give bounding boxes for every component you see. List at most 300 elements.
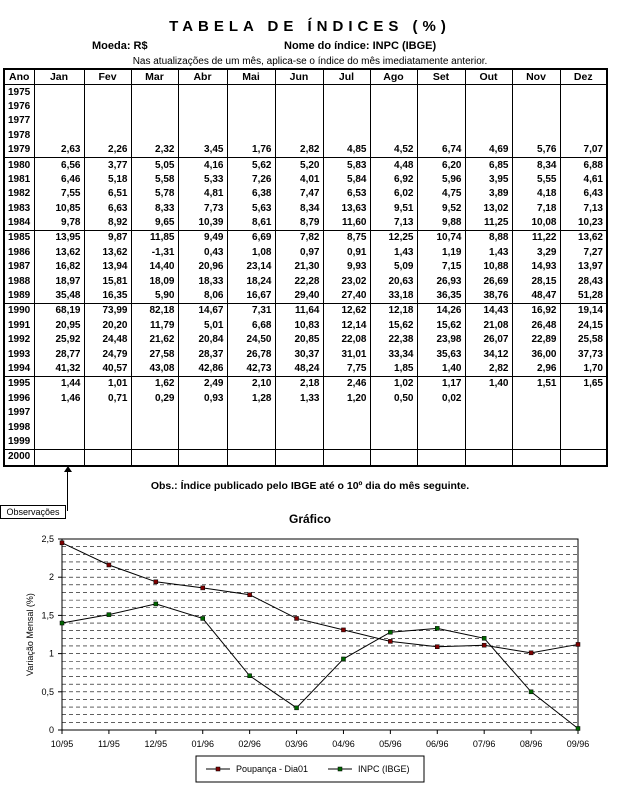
value-cell[interactable] bbox=[131, 85, 178, 100]
value-cell[interactable] bbox=[370, 100, 417, 114]
value-cell[interactable] bbox=[370, 450, 417, 466]
value-cell[interactable] bbox=[84, 100, 131, 114]
value-cell[interactable]: 1,28 bbox=[227, 392, 275, 406]
value-cell[interactable]: 8,33 bbox=[131, 202, 178, 216]
value-cell[interactable]: 23,02 bbox=[323, 274, 370, 288]
year-cell[interactable]: 1983 bbox=[4, 202, 34, 216]
value-cell[interactable]: 82,18 bbox=[131, 304, 178, 319]
value-cell[interactable]: 41,32 bbox=[34, 362, 84, 377]
value-cell[interactable] bbox=[417, 435, 465, 450]
value-cell[interactable]: 23,14 bbox=[227, 260, 275, 274]
value-cell[interactable]: 30,37 bbox=[275, 347, 323, 361]
value-cell[interactable] bbox=[417, 85, 465, 100]
value-cell[interactable] bbox=[34, 85, 84, 100]
value-cell[interactable]: 6,38 bbox=[227, 187, 275, 201]
value-cell[interactable]: 24,50 bbox=[227, 333, 275, 347]
value-cell[interactable]: 13,62 bbox=[560, 231, 607, 246]
value-cell[interactable] bbox=[323, 100, 370, 114]
value-cell[interactable] bbox=[465, 129, 512, 143]
value-cell[interactable] bbox=[465, 392, 512, 406]
value-cell[interactable]: 1,62 bbox=[131, 377, 178, 392]
value-cell[interactable]: 37,73 bbox=[560, 347, 607, 361]
value-cell[interactable]: 20,95 bbox=[34, 319, 84, 333]
value-cell[interactable]: 1,65 bbox=[560, 377, 607, 392]
value-cell[interactable]: 8,79 bbox=[275, 216, 323, 231]
value-cell[interactable]: 22,08 bbox=[323, 333, 370, 347]
value-cell[interactable] bbox=[84, 420, 131, 434]
value-cell[interactable]: 18,24 bbox=[227, 274, 275, 288]
value-cell[interactable]: 15,62 bbox=[370, 319, 417, 333]
value-cell[interactable]: 1,17 bbox=[417, 377, 465, 392]
value-cell[interactable]: 12,14 bbox=[323, 319, 370, 333]
value-cell[interactable]: 9,87 bbox=[84, 231, 131, 246]
value-cell[interactable]: 6,56 bbox=[34, 158, 84, 173]
value-cell[interactable]: 1,43 bbox=[465, 246, 512, 260]
value-cell[interactable]: 28,15 bbox=[512, 274, 560, 288]
value-cell[interactable]: 4,01 bbox=[275, 173, 323, 187]
value-cell[interactable] bbox=[512, 85, 560, 100]
value-cell[interactable]: 0,97 bbox=[275, 246, 323, 260]
value-cell[interactable] bbox=[560, 392, 607, 406]
value-cell[interactable] bbox=[275, 85, 323, 100]
value-cell[interactable] bbox=[465, 435, 512, 450]
value-cell[interactable]: 9,49 bbox=[178, 231, 227, 246]
value-cell[interactable]: 18,09 bbox=[131, 274, 178, 288]
value-cell[interactable]: 20,63 bbox=[370, 274, 417, 288]
value-cell[interactable] bbox=[227, 435, 275, 450]
value-cell[interactable]: 1,51 bbox=[512, 377, 560, 392]
value-cell[interactable] bbox=[178, 435, 227, 450]
value-cell[interactable]: 7,15 bbox=[417, 260, 465, 274]
value-cell[interactable] bbox=[84, 435, 131, 450]
value-cell[interactable]: 7,55 bbox=[34, 187, 84, 201]
value-cell[interactable] bbox=[84, 129, 131, 143]
value-cell[interactable]: 1,85 bbox=[370, 362, 417, 377]
value-cell[interactable]: 26,48 bbox=[512, 319, 560, 333]
value-cell[interactable]: 2,32 bbox=[131, 143, 178, 158]
value-cell[interactable]: 9,51 bbox=[370, 202, 417, 216]
value-cell[interactable] bbox=[275, 450, 323, 466]
value-cell[interactable]: 2,46 bbox=[323, 377, 370, 392]
value-cell[interactable] bbox=[465, 114, 512, 128]
value-cell[interactable]: 9,65 bbox=[131, 216, 178, 231]
value-cell[interactable]: 14,43 bbox=[465, 304, 512, 319]
value-cell[interactable] bbox=[560, 100, 607, 114]
year-cell[interactable]: 1995 bbox=[4, 377, 34, 392]
value-cell[interactable]: 26,78 bbox=[227, 347, 275, 361]
value-cell[interactable]: 13,94 bbox=[84, 260, 131, 274]
value-cell[interactable] bbox=[84, 450, 131, 466]
value-cell[interactable]: 33,34 bbox=[370, 347, 417, 361]
value-cell[interactable]: 5,96 bbox=[417, 173, 465, 187]
value-cell[interactable]: 5,76 bbox=[512, 143, 560, 158]
value-cell[interactable]: 3,45 bbox=[178, 143, 227, 158]
value-cell[interactable]: 2,10 bbox=[227, 377, 275, 392]
value-cell[interactable]: 10,85 bbox=[34, 202, 84, 216]
value-cell[interactable]: 12,62 bbox=[323, 304, 370, 319]
value-cell[interactable]: 26,93 bbox=[417, 274, 465, 288]
value-cell[interactable]: 48,47 bbox=[512, 289, 560, 304]
value-cell[interactable] bbox=[512, 129, 560, 143]
value-cell[interactable] bbox=[131, 406, 178, 420]
value-cell[interactable]: 33,18 bbox=[370, 289, 417, 304]
value-cell[interactable]: 3,95 bbox=[465, 173, 512, 187]
value-cell[interactable]: 16,67 bbox=[227, 289, 275, 304]
value-cell[interactable]: 5,84 bbox=[323, 173, 370, 187]
value-cell[interactable] bbox=[34, 406, 84, 420]
year-cell[interactable]: 1991 bbox=[4, 319, 34, 333]
value-cell[interactable] bbox=[560, 129, 607, 143]
value-cell[interactable]: 21,62 bbox=[131, 333, 178, 347]
value-cell[interactable]: 1,70 bbox=[560, 362, 607, 377]
value-cell[interactable] bbox=[512, 450, 560, 466]
value-cell[interactable] bbox=[465, 420, 512, 434]
value-cell[interactable]: 7,31 bbox=[227, 304, 275, 319]
value-cell[interactable]: 4,85 bbox=[323, 143, 370, 158]
value-cell[interactable] bbox=[512, 435, 560, 450]
value-cell[interactable] bbox=[275, 129, 323, 143]
value-cell[interactable] bbox=[178, 129, 227, 143]
value-cell[interactable]: 7,13 bbox=[560, 202, 607, 216]
value-cell[interactable] bbox=[370, 406, 417, 420]
value-cell[interactable] bbox=[512, 100, 560, 114]
value-cell[interactable]: 4,61 bbox=[560, 173, 607, 187]
value-cell[interactable]: -1,31 bbox=[131, 246, 178, 260]
value-cell[interactable]: 3,29 bbox=[512, 246, 560, 260]
value-cell[interactable]: 1,08 bbox=[227, 246, 275, 260]
value-cell[interactable]: 2,82 bbox=[275, 143, 323, 158]
value-cell[interactable]: 7,47 bbox=[275, 187, 323, 201]
value-cell[interactable]: 15,81 bbox=[84, 274, 131, 288]
value-cell[interactable]: 14,26 bbox=[417, 304, 465, 319]
value-cell[interactable]: 1,43 bbox=[370, 246, 417, 260]
value-cell[interactable]: 13,97 bbox=[560, 260, 607, 274]
value-cell[interactable]: 9,88 bbox=[417, 216, 465, 231]
year-cell[interactable]: 1990 bbox=[4, 304, 34, 319]
year-cell[interactable]: 1975 bbox=[4, 85, 34, 100]
value-cell[interactable]: 5,90 bbox=[131, 289, 178, 304]
value-cell[interactable]: 22,28 bbox=[275, 274, 323, 288]
value-cell[interactable]: 10,74 bbox=[417, 231, 465, 246]
value-cell[interactable]: 10,83 bbox=[275, 319, 323, 333]
value-cell[interactable] bbox=[512, 420, 560, 434]
value-cell[interactable]: 21,08 bbox=[465, 319, 512, 333]
value-cell[interactable]: 2,18 bbox=[275, 377, 323, 392]
value-cell[interactable]: 14,40 bbox=[131, 260, 178, 274]
value-cell[interactable]: 9,78 bbox=[34, 216, 84, 231]
value-cell[interactable]: 23,98 bbox=[417, 333, 465, 347]
value-cell[interactable] bbox=[417, 114, 465, 128]
value-cell[interactable] bbox=[34, 450, 84, 466]
value-cell[interactable]: 6,68 bbox=[227, 319, 275, 333]
year-cell[interactable]: 1994 bbox=[4, 362, 34, 377]
value-cell[interactable] bbox=[227, 450, 275, 466]
value-cell[interactable]: 5,05 bbox=[131, 158, 178, 173]
value-cell[interactable] bbox=[465, 100, 512, 114]
year-cell[interactable]: 1985 bbox=[4, 231, 34, 246]
value-cell[interactable]: 20,85 bbox=[275, 333, 323, 347]
value-cell[interactable] bbox=[84, 85, 131, 100]
value-cell[interactable]: 43,08 bbox=[131, 362, 178, 377]
value-cell[interactable]: 27,58 bbox=[131, 347, 178, 361]
value-cell[interactable] bbox=[560, 450, 607, 466]
value-cell[interactable]: 6,46 bbox=[34, 173, 84, 187]
value-cell[interactable] bbox=[227, 100, 275, 114]
value-cell[interactable]: 2,82 bbox=[465, 362, 512, 377]
year-cell[interactable]: 1977 bbox=[4, 114, 34, 128]
value-cell[interactable]: 8,06 bbox=[178, 289, 227, 304]
value-cell[interactable]: 40,57 bbox=[84, 362, 131, 377]
value-cell[interactable]: 12,25 bbox=[370, 231, 417, 246]
value-cell[interactable]: 26,07 bbox=[465, 333, 512, 347]
value-cell[interactable]: 15,62 bbox=[417, 319, 465, 333]
value-cell[interactable]: 4,16 bbox=[178, 158, 227, 173]
value-cell[interactable] bbox=[465, 450, 512, 466]
value-cell[interactable]: 5,62 bbox=[227, 158, 275, 173]
value-cell[interactable]: 7,82 bbox=[275, 231, 323, 246]
value-cell[interactable]: 4,52 bbox=[370, 143, 417, 158]
value-cell[interactable]: 9,52 bbox=[417, 202, 465, 216]
value-cell[interactable]: 6,69 bbox=[227, 231, 275, 246]
value-cell[interactable]: 1,01 bbox=[84, 377, 131, 392]
value-cell[interactable] bbox=[131, 100, 178, 114]
value-cell[interactable]: 11,85 bbox=[131, 231, 178, 246]
value-cell[interactable]: 8,61 bbox=[227, 216, 275, 231]
year-cell[interactable]: 1993 bbox=[4, 347, 34, 361]
value-cell[interactable]: 0,50 bbox=[370, 392, 417, 406]
value-cell[interactable]: 8,34 bbox=[275, 202, 323, 216]
value-cell[interactable]: 5,20 bbox=[275, 158, 323, 173]
value-cell[interactable]: 35,48 bbox=[34, 289, 84, 304]
value-cell[interactable]: 4,48 bbox=[370, 158, 417, 173]
value-cell[interactable]: 9,93 bbox=[323, 260, 370, 274]
value-cell[interactable]: 5,55 bbox=[512, 173, 560, 187]
value-cell[interactable]: 13,63 bbox=[323, 202, 370, 216]
value-cell[interactable]: 6,92 bbox=[370, 173, 417, 187]
value-cell[interactable] bbox=[323, 129, 370, 143]
value-cell[interactable] bbox=[560, 114, 607, 128]
value-cell[interactable] bbox=[370, 129, 417, 143]
value-cell[interactable]: 0,91 bbox=[323, 246, 370, 260]
value-cell[interactable]: 18,33 bbox=[178, 274, 227, 288]
value-cell[interactable]: 5,78 bbox=[131, 187, 178, 201]
year-cell[interactable]: 1984 bbox=[4, 216, 34, 231]
value-cell[interactable]: 1,02 bbox=[370, 377, 417, 392]
value-cell[interactable]: 4,81 bbox=[178, 187, 227, 201]
value-cell[interactable]: 0,71 bbox=[84, 392, 131, 406]
value-cell[interactable]: 28,43 bbox=[560, 274, 607, 288]
value-cell[interactable] bbox=[34, 100, 84, 114]
value-cell[interactable] bbox=[465, 85, 512, 100]
value-cell[interactable] bbox=[323, 420, 370, 434]
value-cell[interactable]: 18,97 bbox=[34, 274, 84, 288]
value-cell[interactable]: 22,89 bbox=[512, 333, 560, 347]
value-cell[interactable] bbox=[417, 406, 465, 420]
value-cell[interactable]: 13,95 bbox=[34, 231, 84, 246]
value-cell[interactable]: 0,93 bbox=[178, 392, 227, 406]
value-cell[interactable]: 6,85 bbox=[465, 158, 512, 173]
value-cell[interactable] bbox=[417, 100, 465, 114]
value-cell[interactable]: 35,63 bbox=[417, 347, 465, 361]
value-cell[interactable] bbox=[178, 450, 227, 466]
value-cell[interactable]: 6,88 bbox=[560, 158, 607, 173]
value-cell[interactable]: 25,92 bbox=[34, 333, 84, 347]
value-cell[interactable]: 24,79 bbox=[84, 347, 131, 361]
value-cell[interactable] bbox=[512, 406, 560, 420]
value-cell[interactable]: 25,58 bbox=[560, 333, 607, 347]
value-cell[interactable] bbox=[323, 85, 370, 100]
value-cell[interactable]: 4,75 bbox=[417, 187, 465, 201]
value-cell[interactable]: 2,96 bbox=[512, 362, 560, 377]
value-cell[interactable]: 0,43 bbox=[178, 246, 227, 260]
value-cell[interactable]: 5,18 bbox=[84, 173, 131, 187]
value-cell[interactable] bbox=[323, 114, 370, 128]
year-cell[interactable]: 1996 bbox=[4, 392, 34, 406]
year-cell[interactable]: 1997 bbox=[4, 406, 34, 420]
value-cell[interactable] bbox=[275, 406, 323, 420]
value-cell[interactable] bbox=[560, 406, 607, 420]
value-cell[interactable]: 20,96 bbox=[178, 260, 227, 274]
value-cell[interactable]: 1,40 bbox=[417, 362, 465, 377]
value-cell[interactable]: 24,15 bbox=[560, 319, 607, 333]
year-cell[interactable]: 1988 bbox=[4, 274, 34, 288]
value-cell[interactable] bbox=[131, 114, 178, 128]
value-cell[interactable] bbox=[178, 85, 227, 100]
value-cell[interactable]: 0,02 bbox=[417, 392, 465, 406]
value-cell[interactable]: 20,20 bbox=[84, 319, 131, 333]
value-cell[interactable] bbox=[370, 420, 417, 434]
value-cell[interactable]: 29,40 bbox=[275, 289, 323, 304]
value-cell[interactable]: 5,33 bbox=[178, 173, 227, 187]
value-cell[interactable]: 13,62 bbox=[34, 246, 84, 260]
observations-button[interactable]: Observações bbox=[0, 505, 66, 519]
value-cell[interactable]: 7,75 bbox=[323, 362, 370, 377]
value-cell[interactable]: 7,73 bbox=[178, 202, 227, 216]
value-cell[interactable] bbox=[370, 435, 417, 450]
value-cell[interactable] bbox=[227, 114, 275, 128]
value-cell[interactable] bbox=[560, 435, 607, 450]
year-cell[interactable]: 1980 bbox=[4, 158, 34, 173]
value-cell[interactable] bbox=[560, 420, 607, 434]
value-cell[interactable] bbox=[370, 114, 417, 128]
value-cell[interactable]: 6,02 bbox=[370, 187, 417, 201]
value-cell[interactable]: 22,38 bbox=[370, 333, 417, 347]
value-cell[interactable] bbox=[323, 450, 370, 466]
value-cell[interactable]: 8,75 bbox=[323, 231, 370, 246]
value-cell[interactable] bbox=[227, 406, 275, 420]
year-cell[interactable]: 1992 bbox=[4, 333, 34, 347]
value-cell[interactable]: 5,58 bbox=[131, 173, 178, 187]
value-cell[interactable]: 11,64 bbox=[275, 304, 323, 319]
year-cell[interactable]: 1987 bbox=[4, 260, 34, 274]
value-cell[interactable]: 34,12 bbox=[465, 347, 512, 361]
value-cell[interactable]: 7,13 bbox=[370, 216, 417, 231]
value-cell[interactable]: 6,20 bbox=[417, 158, 465, 173]
value-cell[interactable]: 21,30 bbox=[275, 260, 323, 274]
value-cell[interactable] bbox=[178, 406, 227, 420]
value-cell[interactable]: 31,01 bbox=[323, 347, 370, 361]
value-cell[interactable]: 4,18 bbox=[512, 187, 560, 201]
year-cell[interactable]: 1989 bbox=[4, 289, 34, 304]
value-cell[interactable]: 13,02 bbox=[465, 202, 512, 216]
value-cell[interactable]: 6,51 bbox=[84, 187, 131, 201]
value-cell[interactable]: 10,08 bbox=[512, 216, 560, 231]
value-cell[interactable] bbox=[465, 406, 512, 420]
value-cell[interactable]: 1,40 bbox=[465, 377, 512, 392]
value-cell[interactable]: 1,19 bbox=[417, 246, 465, 260]
value-cell[interactable] bbox=[275, 435, 323, 450]
value-cell[interactable]: 7,18 bbox=[512, 202, 560, 216]
value-cell[interactable]: 68,19 bbox=[34, 304, 84, 319]
value-cell[interactable]: 36,35 bbox=[417, 289, 465, 304]
value-cell[interactable]: 12,18 bbox=[370, 304, 417, 319]
value-cell[interactable]: 3,77 bbox=[84, 158, 131, 173]
value-cell[interactable] bbox=[131, 129, 178, 143]
value-cell[interactable] bbox=[512, 114, 560, 128]
value-cell[interactable]: 73,99 bbox=[84, 304, 131, 319]
value-cell[interactable] bbox=[131, 450, 178, 466]
value-cell[interactable] bbox=[84, 114, 131, 128]
value-cell[interactable]: 8,88 bbox=[465, 231, 512, 246]
value-cell[interactable]: 6,43 bbox=[560, 187, 607, 201]
value-cell[interactable]: 1,33 bbox=[275, 392, 323, 406]
value-cell[interactable] bbox=[370, 85, 417, 100]
value-cell[interactable] bbox=[275, 114, 323, 128]
value-cell[interactable]: 10,39 bbox=[178, 216, 227, 231]
value-cell[interactable]: 28,37 bbox=[178, 347, 227, 361]
year-cell[interactable]: 1998 bbox=[4, 420, 34, 434]
value-cell[interactable]: 6,74 bbox=[417, 143, 465, 158]
value-cell[interactable] bbox=[34, 435, 84, 450]
value-cell[interactable] bbox=[131, 420, 178, 434]
value-cell[interactable]: 2,49 bbox=[178, 377, 227, 392]
value-cell[interactable]: 6,53 bbox=[323, 187, 370, 201]
value-cell[interactable]: 10,23 bbox=[560, 216, 607, 231]
value-cell[interactable]: 51,28 bbox=[560, 289, 607, 304]
value-cell[interactable]: 8,34 bbox=[512, 158, 560, 173]
value-cell[interactable] bbox=[323, 435, 370, 450]
year-cell[interactable]: 1999 bbox=[4, 435, 34, 450]
value-cell[interactable]: 1,44 bbox=[34, 377, 84, 392]
value-cell[interactable] bbox=[275, 420, 323, 434]
value-cell[interactable]: 16,92 bbox=[512, 304, 560, 319]
value-cell[interactable]: 0,29 bbox=[131, 392, 178, 406]
value-cell[interactable] bbox=[227, 420, 275, 434]
value-cell[interactable]: 10,88 bbox=[465, 260, 512, 274]
value-cell[interactable]: 1,20 bbox=[323, 392, 370, 406]
value-cell[interactable] bbox=[131, 435, 178, 450]
value-cell[interactable]: 11,22 bbox=[512, 231, 560, 246]
value-cell[interactable]: 4,69 bbox=[465, 143, 512, 158]
value-cell[interactable]: 16,82 bbox=[34, 260, 84, 274]
year-cell[interactable]: 1979 bbox=[4, 143, 34, 158]
value-cell[interactable] bbox=[417, 129, 465, 143]
value-cell[interactable]: 26,69 bbox=[465, 274, 512, 288]
value-cell[interactable]: 7,27 bbox=[560, 246, 607, 260]
value-cell[interactable]: 8,92 bbox=[84, 216, 131, 231]
value-cell[interactable]: 7,07 bbox=[560, 143, 607, 158]
year-cell[interactable]: 2000 bbox=[4, 450, 34, 466]
value-cell[interactable] bbox=[560, 85, 607, 100]
value-cell[interactable]: 19,14 bbox=[560, 304, 607, 319]
value-cell[interactable]: 5,01 bbox=[178, 319, 227, 333]
year-cell[interactable]: 1982 bbox=[4, 187, 34, 201]
value-cell[interactable] bbox=[275, 100, 323, 114]
value-cell[interactable]: 24,48 bbox=[84, 333, 131, 347]
value-cell[interactable] bbox=[417, 420, 465, 434]
value-cell[interactable]: 1,46 bbox=[34, 392, 84, 406]
value-cell[interactable]: 7,26 bbox=[227, 173, 275, 187]
